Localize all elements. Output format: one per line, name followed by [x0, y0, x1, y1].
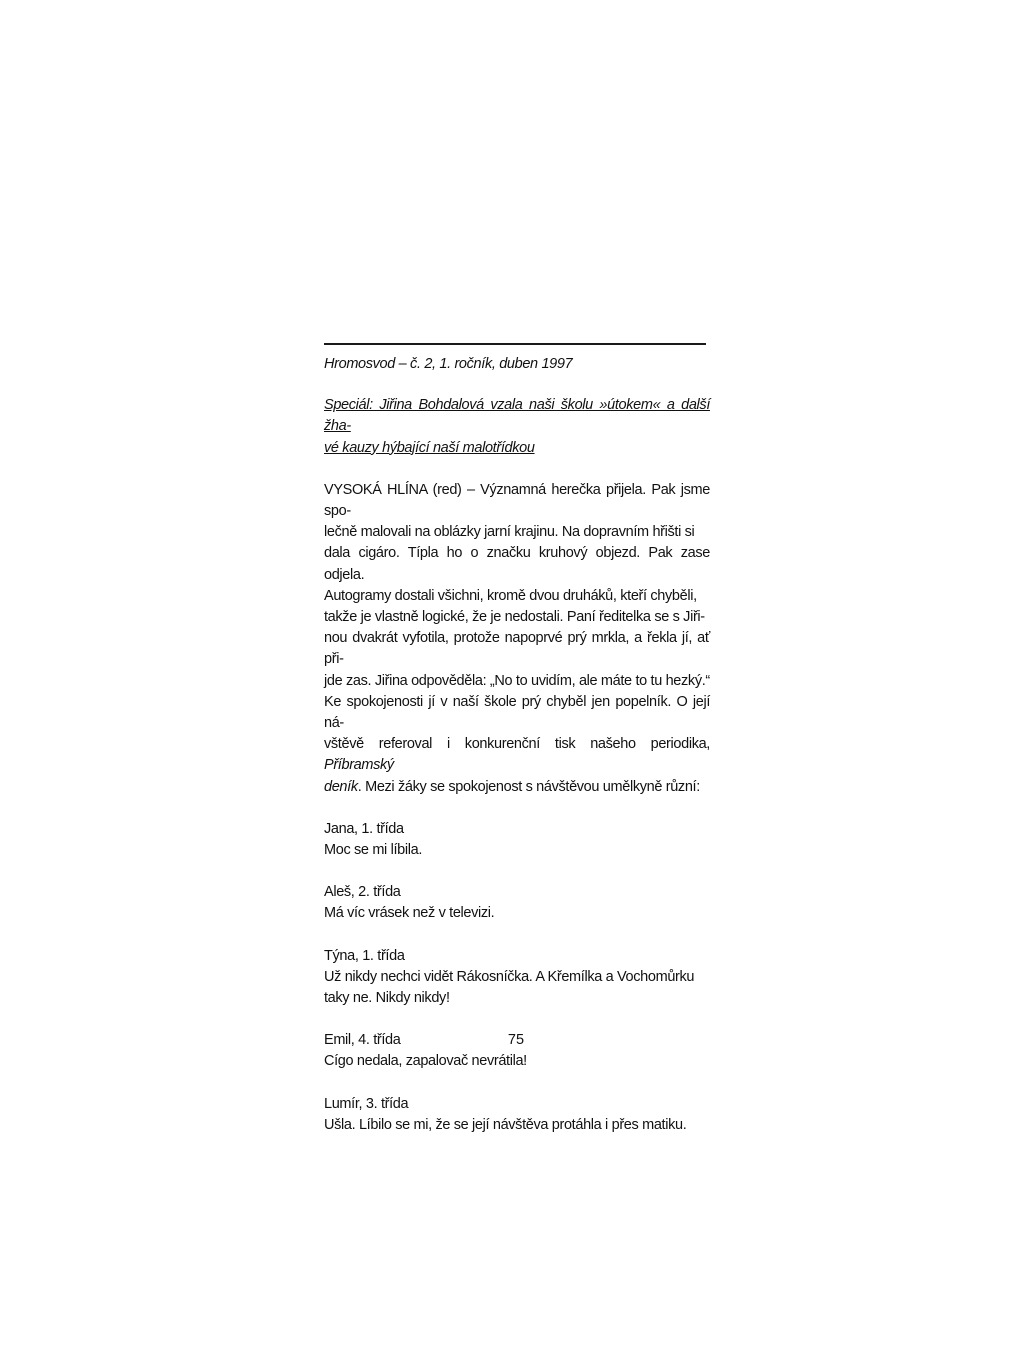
body-line: [324, 734, 710, 776]
newspaper-name: deník: [324, 778, 358, 795]
quote-author: Aleš, 2. třída: [324, 884, 401, 901]
quote-author: Jana, 1. třída: [324, 820, 404, 837]
quote-text: Cígo nedala, zapalovač nevrátila!: [324, 1053, 527, 1070]
quote-text: taky ne. Nikdy nikdy!: [324, 990, 450, 1007]
body-line: VYSOKÁ HLÍNA (red) – Významná herečka přijela. Pak jsme spo-: [324, 481, 710, 520]
body-line: Ke spokojenosti jí v naší škole prý chyběl jen popelník. O její ná-: [324, 693, 710, 732]
header-rule: [324, 343, 706, 345]
quote-text: Má víc vrásek než v televizi.: [324, 905, 495, 922]
body-line: [324, 777, 710, 798]
body-line: nou dvakrát vyfotila, protože napoprvé prý mrkla, a řekla jí, ať při-: [324, 630, 710, 668]
body-line-text: vštěvě referoval i konkurenční tisk našeho periodika,: [324, 736, 710, 753]
student-quote: [324, 1094, 710, 1136]
body-line: jde zas. Jiřina odpověděla: „No to uvidím, ale máte to tu hezký.“: [324, 672, 710, 689]
quote-text: Moc se mi líbila.: [324, 842, 422, 859]
headline-line: Speciál: Jiřina Bohdalová vzala naši školu »útokem« a další žha-: [324, 397, 710, 435]
body-line: Autogramy dostali všichni, kromě dvou druháků, kteří chyběli,: [324, 587, 697, 604]
quote-author: Emil, 4. třída: [324, 1032, 401, 1049]
body-line: lečně malovali na oblázky jarní krajinu. Na dopravním hřišti si: [324, 524, 695, 541]
article-headline: [324, 395, 710, 459]
student-quote: [324, 819, 710, 861]
headline-line: vé kauzy hýbající naší malotřídkou: [324, 439, 535, 456]
issue-line: Hromosvod – č. 2, 1. ročník, duben 1997: [324, 356, 573, 372]
article-body: [324, 480, 710, 798]
student-quote: [324, 946, 710, 1010]
page-number: 75: [507, 1032, 525, 1048]
page-content: [324, 343, 710, 1136]
newspaper-name: Příbramský: [324, 757, 394, 774]
quote-author: Týna, 1. třída: [324, 947, 405, 964]
body-line: takže je vlastně logické, že je nedostali. Paní ředitelka se s Jiři-: [324, 609, 705, 626]
body-line-text: . Mezi žáky se spokojenost s návštěvou umělkyně různí:: [357, 778, 700, 795]
quote-author: Lumír, 3. třída: [324, 1095, 409, 1112]
quote-text: Už nikdy nechci vidět Rákosníčka. A Křemílka a Vochomůrku: [324, 968, 695, 985]
body-line: dala cigáro. Típla ho o značku kruhový objezd. Pak zase odjela.: [324, 545, 710, 583]
student-quote: [324, 882, 710, 924]
quote-text: Ušla. Líbilo se mi, že se její návštěva protáhla i přes matiku.: [324, 1116, 687, 1133]
